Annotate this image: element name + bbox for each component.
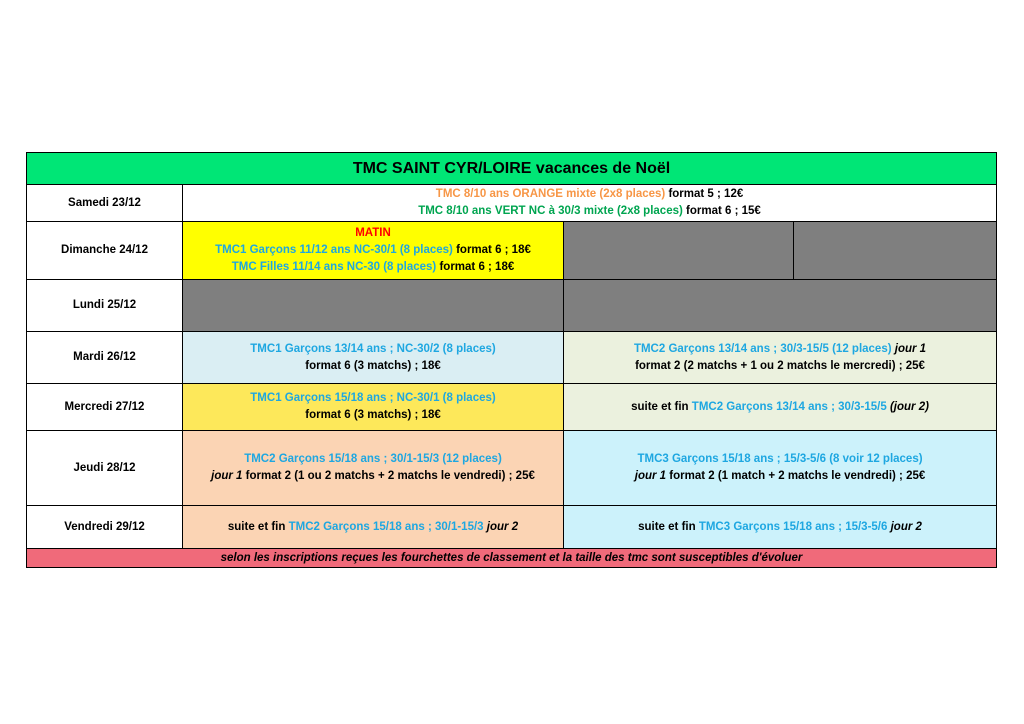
tuesday-left-events [183, 332, 564, 384]
friday-right-name: TMC3 Garçons 15/18 ans ; 15/3-5/6 [698, 520, 888, 533]
thursday-left-info: format 2 (1 ou 2 matchs + 2 matchs le vendredi) ; 25€ [245, 470, 535, 482]
tuesday-left-info: format 6 (3 matchs) ; 18€ [305, 359, 441, 372]
friday-left-name: TMC2 Garçons 15/18 ans ; 30/1-15/3 [288, 520, 484, 533]
tuesday-right-line-1 [564, 341, 996, 358]
friday-left-day: jour 2 [486, 520, 519, 533]
wednesday-left-name: TMC1 Garçons 15/18 ans ; NC-30/1 (8 places) [250, 392, 496, 404]
wednesday-right-events [564, 384, 997, 431]
friday-right-events [564, 506, 997, 549]
saturday-line-2 [183, 203, 996, 220]
tmc-orange-name: TMC 8/10 ans ORANGE mixte (2x8 places) [435, 188, 666, 200]
saturday-events [183, 185, 997, 222]
monday-morning-empty [183, 280, 564, 332]
monday-afternoon-empty [564, 280, 997, 332]
day-label-monday: Lundi 25/12 [27, 280, 183, 332]
row-friday [27, 506, 997, 549]
tuesday-right-events [564, 332, 997, 384]
day-label-saturday: Samedi 23/12 [27, 185, 183, 222]
wednesday-left-events [183, 384, 564, 431]
thursday-left-events [183, 431, 564, 506]
tuesday-right-name: TMC2 Garçons 13/14 ans ; 30/3-15/5 (12 places) [633, 342, 892, 355]
sunday-header: MATIN [355, 227, 391, 239]
saturday-line-1 [183, 186, 996, 203]
tmc-filles-info: format 6 ; 18€ [439, 261, 515, 273]
tmc-filles-name: TMC Filles 11/14 ans NC-30 (8 places) [231, 261, 437, 273]
thursday-left-name: TMC2 Garçons 15/18 ans ; 30/1-15/3 (12 places) [244, 453, 502, 465]
friday-right-prefix: suite et fin [638, 520, 696, 533]
friday-left-events [183, 506, 564, 549]
day-label-thursday: Jeudi 28/12 [27, 431, 183, 506]
thursday-left-line-2 [183, 468, 563, 485]
friday-left-prefix: suite et fin [227, 520, 286, 533]
schedule-table [26, 152, 997, 568]
sunday-afternoon-empty [564, 222, 997, 280]
thursday-left-day: jour 1 [211, 470, 243, 482]
tmc1-garcons-11-12-name: TMC1 Garçons 11/12 ans NC-30/1 (8 places) [215, 244, 453, 256]
day-label-tuesday: Mardi 26/12 [27, 332, 183, 384]
wednesday-right-day: (jour 2) [889, 400, 929, 413]
thursday-right-day: jour 1 [634, 470, 667, 482]
thursday-right-events [564, 431, 997, 506]
tmc-vert-name: TMC 8/10 ans VERT NC à 30/3 mixte (2x8 places) [418, 205, 683, 217]
thursday-right-info: format 2 (1 match + 2 matchs le vendredi) ; 25€ [669, 470, 926, 482]
row-sunday [27, 222, 997, 280]
title-row [27, 153, 997, 185]
wednesday-right-name: TMC2 Garçons 13/14 ans ; 30/3-15/5 [691, 400, 887, 413]
tuesday-left-name: TMC1 Garçons 13/14 ans ; NC-30/2 (8 places) [250, 342, 496, 355]
sunday-morning-events [183, 222, 564, 280]
day-label-friday: Vendredi 29/12 [27, 506, 183, 549]
row-monday [27, 280, 997, 332]
tuesday-right-day: jour 1 [894, 342, 927, 355]
thursday-right-name: TMC3 Garçons 15/18 ans ; 15/3-5/6 (8 voir 12 places) [637, 453, 923, 465]
friday-right-day: jour 2 [890, 520, 922, 533]
day-label-sunday: Dimanche 24/12 [27, 222, 183, 280]
row-tuesday [27, 332, 997, 384]
table-title: TMC SAINT CYR/LOIRE vacances de Noël [27, 153, 997, 185]
tmc1-garcons-11-12-info: format 6 ; 18€ [456, 244, 531, 256]
sunday-line-2 [183, 259, 563, 276]
row-saturday [27, 185, 997, 222]
footer-row [27, 549, 997, 568]
tuesday-right-info: format 2 (2 matchs + 1 ou 2 matchs le mercredi) ; 25€ [635, 359, 925, 372]
wednesday-right-prefix: suite et fin [631, 400, 689, 413]
sunday-line-1 [183, 242, 563, 259]
footer-note: selon les inscriptions reçues les fourchettes de classement et la taille des tmc sont susceptibles d'évoluer [27, 549, 997, 568]
wednesday-left-info: format 6 (3 matchs) ; 18€ [305, 409, 441, 421]
row-thursday [27, 431, 997, 506]
cell-divider [793, 222, 794, 279]
thursday-right-line-2 [564, 468, 996, 485]
tmc-vert-info: format 6 ; 15€ [686, 205, 761, 217]
day-label-wednesday: Mercredi 27/12 [27, 384, 183, 431]
tmc-orange-info: format 5 ; 12€ [668, 188, 744, 200]
row-wednesday [27, 384, 997, 431]
